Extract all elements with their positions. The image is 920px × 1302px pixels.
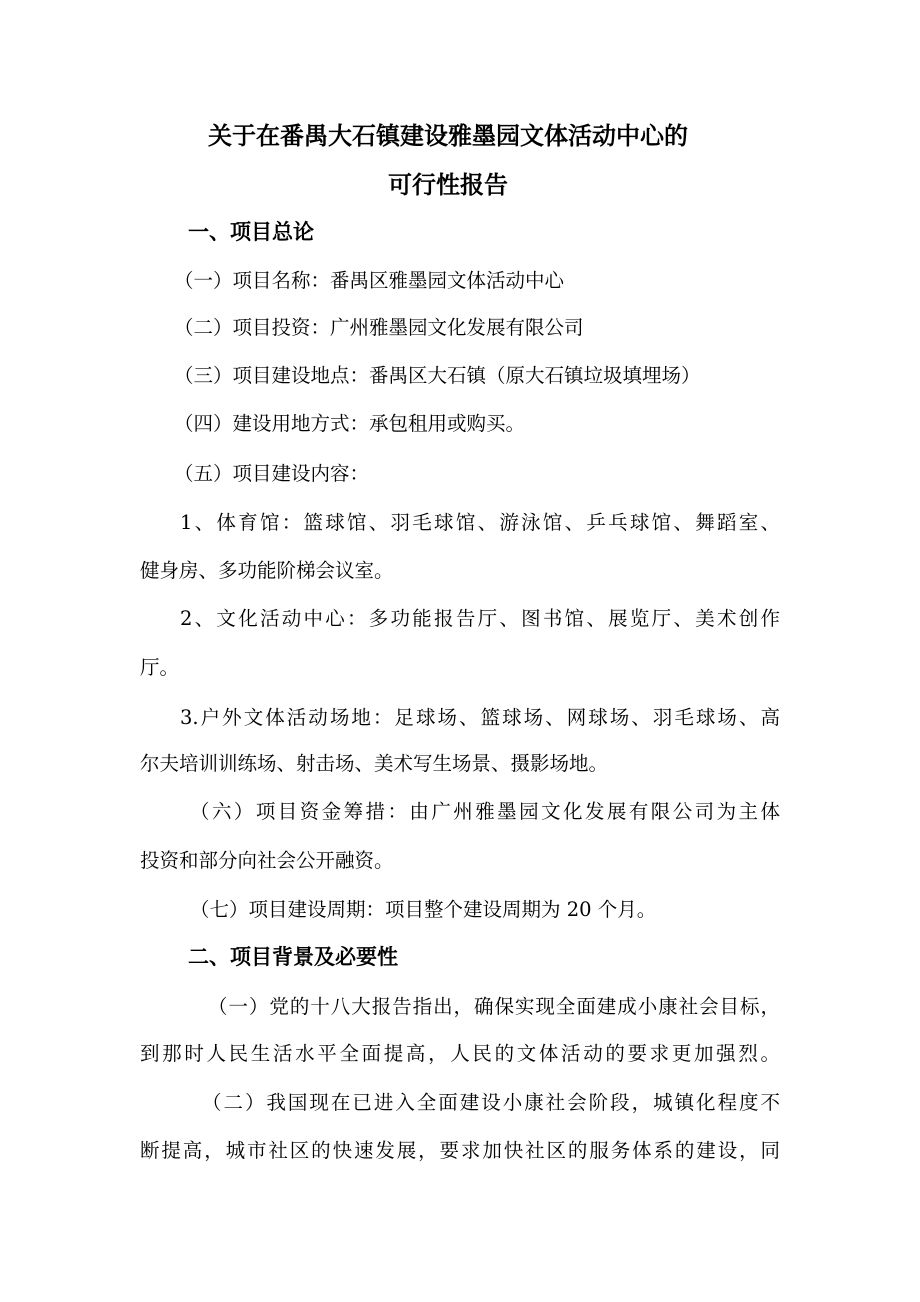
content-outdoor-line-2: 尔夫培训训练场、射击场、美术写生场景、摄影场地。 (140, 752, 609, 775)
background-item-2-line-1: （二）我国现在已进入全面建设小康社会阶段，城镇化程度不 (202, 1091, 780, 1114)
section-heading-background: 二、项目背景及必要性 (188, 945, 398, 969)
content-gym-line-2: 健身房、多功能阶梯会议室。 (140, 559, 394, 582)
item-project-location: （三）项目建设地点：番禺区大石镇（原大石镇垃圾填埋场） (174, 364, 701, 387)
content-culture-center-line-2: 厅。 (140, 656, 180, 679)
item-construction-content: （五）项目建设内容： (174, 462, 370, 485)
background-item-2-line-2: 断提高，城市社区的快速发展，要求加快社区的服务体系的建设，同 (140, 1139, 780, 1162)
content-gym-line-1: 1、体育馆：篮球馆、羽毛球馆、游泳馆、乒乓球馆、舞蹈室、 (180, 511, 780, 534)
document-title-line-1: 关于在番禺大石镇建设雅墨园文体活动中心的 (208, 122, 688, 150)
section-heading-overview: 一、项目总论 (188, 220, 314, 244)
item-land-use: （四）建设用地方式：承包租用或购买。 (174, 412, 526, 435)
item-funding-line-2: 投资和部分向社会公开融资。 (140, 849, 394, 872)
content-culture-center-line-1: 2、文化活动中心：多功能报告厅、图书馆、展览厅、美术创作 (180, 607, 780, 630)
background-item-1-line-2: 到那时人民生活水平全面提高，人民的文体活动的要求更加强烈。 (140, 1042, 780, 1065)
item-construction-period: （七）项目建设周期：项目整个建设周期为 20 个月。 (190, 898, 657, 921)
item-funding-line-1: （六）项目资金筹措：由广州雅墨园文化发展有限公司为主体 (190, 800, 780, 823)
content-outdoor-line-1: 3.户外文体活动场地：足球场、篮球场、网球场、羽毛球场、高 (180, 706, 780, 729)
item-project-name: （一）项目名称：番禺区雅墨园文体活动中心 (174, 269, 565, 292)
background-item-1-line-1: （一）党的十八大报告指出，确保实现全面建成小康社会目标， (208, 995, 780, 1018)
document-title-line-2: 可行性报告 (388, 171, 508, 199)
item-project-investor: （二）项目投资：广州雅墨园文化发展有限公司 (174, 316, 584, 339)
